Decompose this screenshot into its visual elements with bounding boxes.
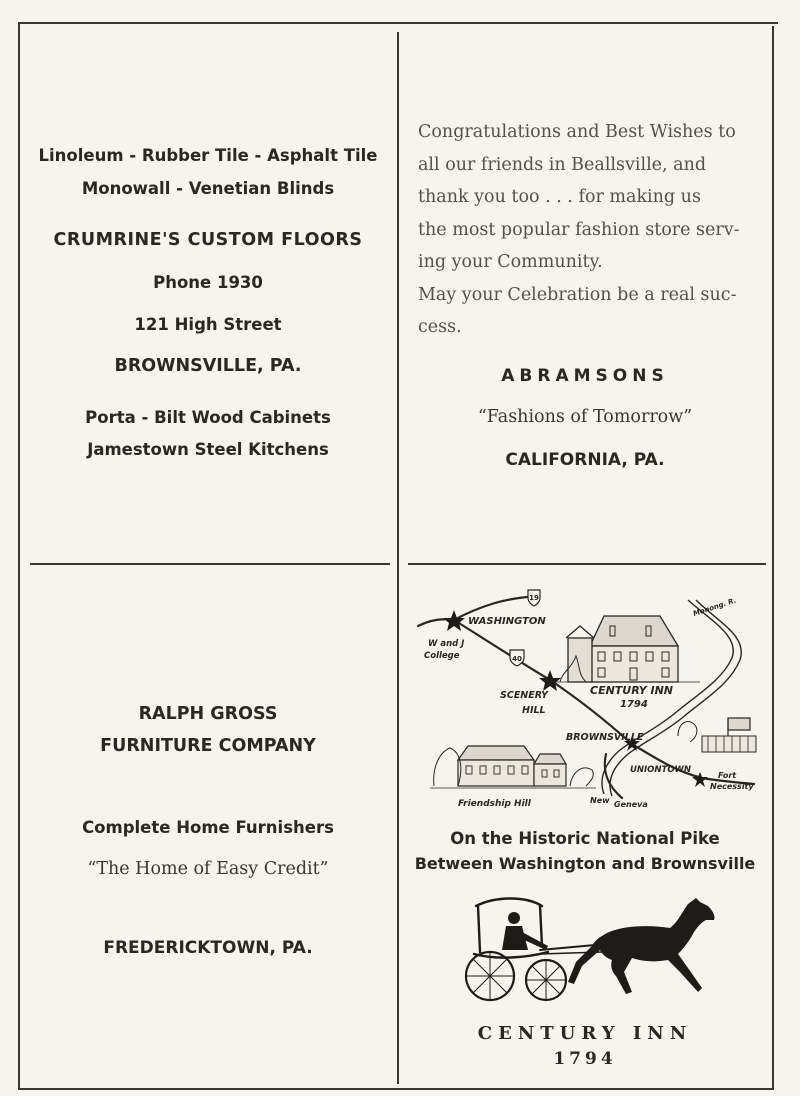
- abramsons-name: ABRAMSONS: [501, 366, 669, 386]
- crumrine-street: 121 High Street: [134, 315, 282, 334]
- map-label-monongahela: Monong. R.: [692, 596, 738, 618]
- map-label-college: College: [424, 651, 460, 661]
- gross-name-line1: RALPH GROSS: [138, 704, 278, 724]
- gross-city: FREDERICKTOWN, PA.: [103, 938, 313, 958]
- page-border-bottom: [18, 1088, 774, 1090]
- abramsons-message-line: ing your Community.: [418, 252, 603, 272]
- century-inn-caption-line1: On the Historic National Pike: [450, 829, 720, 848]
- map-label-geneva: Geneva: [614, 800, 648, 809]
- fort-necessity-sketch: [678, 718, 756, 752]
- century-inn-caption-line2: Between Washington and Brownsville: [414, 854, 756, 873]
- map-label-inn-year: 1794: [620, 699, 648, 710]
- route-19-shield-icon: [528, 590, 540, 606]
- abramsons-city: CALIFORNIA, PA.: [505, 450, 665, 470]
- gross-tagline: Complete Home Furnishers: [82, 818, 334, 837]
- crumrine-phone: Phone 1930: [153, 273, 263, 292]
- washington-star-icon: [443, 610, 465, 631]
- crumrine-materials-line1: Linoleum - Rubber Tile - Asphalt Tile: [38, 146, 378, 165]
- crumrine-products-line1: Porta - Bilt Wood Cabinets: [85, 408, 331, 427]
- map-label-century-inn: CENTURY INN: [590, 684, 673, 697]
- century-inn-year: 1794: [553, 1049, 617, 1069]
- route-40-label: 40: [512, 655, 522, 663]
- abramsons-message-line: Congratulations and Best Wishes to: [418, 122, 736, 142]
- map-label-wj-college: W and J: [428, 639, 465, 649]
- crumrine-ad: [22, 0, 394, 560]
- scenery-hill-star-icon: [539, 670, 561, 691]
- century-inn-building-sketch: [550, 616, 700, 682]
- map-label-hill: HILL: [522, 705, 546, 716]
- map-label-friendship-hill: Friendship Hill: [458, 799, 531, 809]
- route-19-label: 19: [529, 594, 539, 602]
- map-label-washington: WASHINGTON: [468, 616, 546, 627]
- horizontal-divider-right: [408, 563, 766, 565]
- friendship-hill-building-sketch: [430, 746, 596, 788]
- abramsons-message-line: the most popular fashion store serv-: [418, 219, 740, 240]
- abramsons-slogan: “Fashions of Tomorrow”: [477, 407, 693, 427]
- map-label-scenery: SCENERY: [500, 690, 549, 701]
- national-pike-map: [410, 576, 766, 812]
- map-label-necessity: Necessity: [710, 782, 754, 791]
- horse-and-buggy-icon: [456, 892, 722, 1008]
- abramsons-message-line: thank you too . . . for making us: [418, 187, 701, 207]
- crumrine-products-line2: Jamestown Steel Kitchens: [87, 440, 329, 459]
- horizontal-divider-left: [30, 563, 390, 565]
- abramsons-message: [418, 116, 760, 344]
- road-to-new-geneva: [605, 754, 622, 798]
- crumrine-city: BROWNSVILLE, PA.: [114, 356, 302, 376]
- crumrine-materials-line2: Monowall - Venetian Blinds: [81, 179, 335, 198]
- gross-name-line2: FURNITURE COMPANY: [100, 736, 316, 756]
- page-border-left: [18, 22, 20, 1090]
- crumrine-name: CRUMRINE'S CUSTOM FLOORS: [53, 230, 363, 250]
- abramsons-message-line: cess.: [418, 317, 462, 337]
- abramsons-message-line: May your Celebration be a real suc-: [418, 284, 737, 305]
- abramsons-message-line: all our friends in Beallsville, and: [418, 154, 707, 175]
- vertical-divider: [397, 32, 399, 1084]
- map-label-fort: Fort: [718, 771, 737, 780]
- map-label-brownsville: BROWNSVILLE: [566, 732, 644, 743]
- gross-slogan: “The Home of Easy Credit”: [87, 859, 329, 879]
- century-inn-name: CENTURY INN: [477, 1023, 693, 1044]
- map-label-new: New: [590, 796, 610, 805]
- page-border-right: [772, 26, 774, 1090]
- map-label-uniontown: UNIONTOWN: [630, 765, 692, 775]
